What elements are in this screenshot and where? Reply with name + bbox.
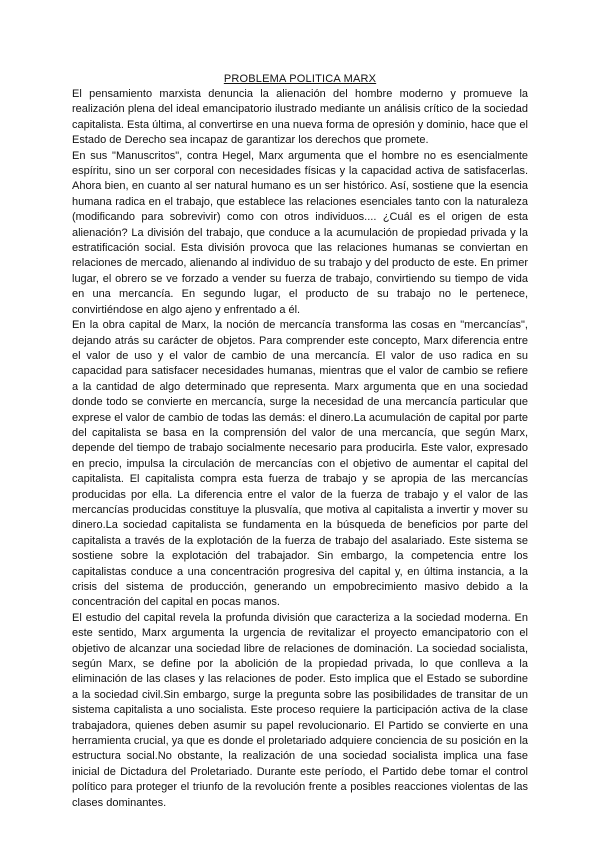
paragraph-socialism: El estudio del capital revela la profunda división que caracteriza a la sociedad moderna. En este sentido, Marx argumenta la urgencia de revitalizar el proyecto emancipatorio con el objetivo de alcanzar una sociedad libre de relaciones de dominación. La sociedad socialista, según Marx, se define por la abolición de la propiedad privada, lo que conlleva a la eliminación de las clases y las relaciones de poder. Esto implica que el Estado se subordine a la sociedad civil.Sin embargo, surge la pregunta sobre las posibilidades de transitar de un sistema capitalista a uno socialista. Este proceso requiere la participación activa de la clase trabajadora, quienes deben asumir su papel revolucionario. El Partido se convierte en una herramienta crucial, ya que es donde el proletariado adquiere conciencia de su posición en la estructura social.No obstante, la realización de una sociedad socialista implica una fase inicial de Dictadura del Proletariado. Durante este período, el Partido debe tomar el control político para proteger el triunfo de la revolución frente a posibles reacciones violentas de las clases dominantes.: [72, 611, 528, 809]
document-title: PROBLEMA POLITICA MARX: [223, 73, 377, 85]
paragraph-alienation: El pensamiento marxista denuncia la alienación del hombre moderno y promueve la realización plena del ideal emancipatorio ilustrado mediante un análisis crítico de la sociedad capitalista. Esta última, al convertirse en una nueva forma de opresión y dominio, hace que el Estado de Derecho sea incapaz de garantizar los derechos que promete.: [72, 88, 528, 147]
paragraph-capital: En la obra capital de Marx, la noción de mercancía transforma las cosas en "mercancías", dejando atrás su carácter de objetos. Para comprender este concepto, Marx diferencia entre el valor de uso y el valor de cambio de una mercancía. El valor de uso radica en su capacidad para satisfacer necesidades humanas, mientras que el valor de cambio se refiere a la cantidad de algo determinado que representa. Marx argumenta que en una sociedad donde todo se convierte en mercancía, surge la necesidad de una mercancía particular que exprese el valor de cambio de todas las demás: el dinero.La acumulación de capital por parte del capitalista se basa en la comprensión del valor de una mercancía, que según Marx, depende del tiempo de trabajo socialmente necesario para producirla. Este valor, expresado en precio, impulsa la circulación de mercancías con el objetivo de aumentar el capital del capitalista. El capitalista compra esta fuerza de trabajo y se apropia de las mercancías producidas por ella. La diferencia entre el valor de la fuerza de trabajo y el valor de las mercancías producidas constituye la plusvalía, que motiva al capitalista a invertir y mover su dinero.La sociedad capitalista se fundamenta en la búsqueda de beneficios por parte del capitalista a través de la explotación de la fuerza de trabajo del asalariado. Este sistema se sostiene sobre la explotación del trabajador. Sin embargo, la competencia entre los capitalistas conduce a una concentración progresiva del capital y, en última instancia, a la crisis del sistema de producción, generando un empobrecimiento masivo debido a la concentración del capital en pocas manos.: [72, 319, 528, 609]
document-body: [72, 73, 528, 811]
paragraph-manuscripts: En sus "Manuscritos", contra Hegel, Marx argumenta que el hombre no es esencialmente espíritu, sino un ser corporal con necesidades físicas y la capacidad activa de satisfacerlas. Ahora bien, en cuanto al ser natural humano es un ser histórico. Así, sostiene que la esencia humana radica en el trabajo, que establece las relaciones esenciales tanto con la naturaleza (modificando para sobrevivir) como con otros individuos.... ¿Cuál es el origen de esta alienación? La división del trabajo, que conduce a la acumulación de propiedad privada y la estratificación social. Esta división provoca que las relaciones humanas se conviertan en relaciones de mercado, alienando al individuo de su trabajo y del producto de este. En primer lugar, el obrero se ve forzado a vender su fuerza de trabajo, convirtiendo su tiempo de vida en una mercancía. En segundo lugar, el producto de su trabajo no le pertenece, convirtiéndose en algo ajeno y enfrentado a él.: [72, 149, 528, 316]
